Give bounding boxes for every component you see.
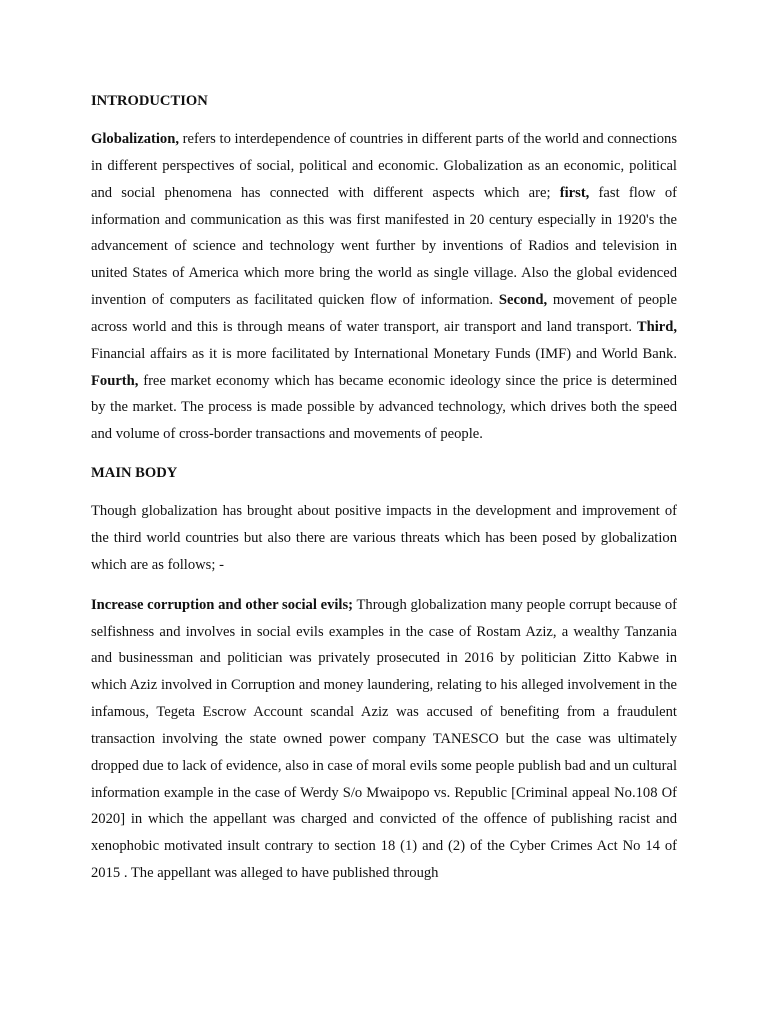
term-fourth: Fourth,: [91, 372, 139, 389]
intro-text-2: fast flow of information and communication as this was first manifested in 20 century especially in 1920's the advancement of science and technology went further by inventions of Radios and television in united States of America which more bring the world as single village. Also the global evidenced invention of computers as facilitated quicken flow of information.: [91, 184, 677, 309]
main-body-heading: MAIN BODY: [91, 465, 178, 482]
term-first: first,: [559, 184, 590, 201]
intro-text-3: movement of people across world and this is through means of water transport, air transport and land transport.: [91, 292, 677, 335]
main-body-paragraph-1: Though globalization has brought about positive impacts in the development and improvement of the third world countries but also there are various threats which has been posed by globalization which are as follows; -: [91, 503, 677, 573]
term-third: Third,: [636, 318, 677, 335]
corruption-text: Through globalization many people corrupt because of selfishness and involves in social evils examples in the case of Rostam Aziz, a wealthy Tanzania and businessman and politician was privately prosecuted in 2016 by politician Zitto Kabwe in which Aziz involved in Corruption and money laundering, relating to his alleged involvement in the infamous, Tegeta Escrow Account scandal Aziz was accused of benefiting from a fraudulent transaction involving the state owned power company TANESCO but the case was ultimately dropped due to lack of evidence, also in case of moral evils some people publish bad and un cultural information example in the case of Werdy S/o Mwaipopo vs. Republic [Criminal appeal No.108 Of 2020] in which the appellant was charged and convicted of the offence of publishing racist and xenophobic motivated insult contrary to section 18 (1) and (2) of the Cyber Crimes Act No 14 of 2015 . The appellant was alleged to have published through: [91, 596, 677, 882]
intro-text-1: refers to interdependence of countries in different parts of the world and connections in different perspectives of social, political and economic. Globalization as an economic, political and social phenomena has connected with different aspects which are;: [91, 131, 677, 201]
corruption-term: Increase corruption and other social evils;: [91, 596, 354, 613]
introduction-heading: INTRODUCTION: [91, 93, 208, 109]
intro-text-5: free market economy which has became economic ideology since the price is determined by the market. The process is made possible by advanced technology, which drives both the speed and volume of cross-border transactions and movements of people.: [91, 372, 677, 443]
term-second: Second,: [498, 292, 548, 309]
introduction-paragraph: [91, 126, 677, 448]
term-globalization: Globalization,: [91, 131, 179, 147]
document-page: [91, 86, 677, 887]
main-body-paragraph-2: [91, 592, 677, 887]
intro-text-4: Financial affairs as it is more facilitated by International Monetary Funds (IMF) and World Bank.: [91, 345, 677, 362]
